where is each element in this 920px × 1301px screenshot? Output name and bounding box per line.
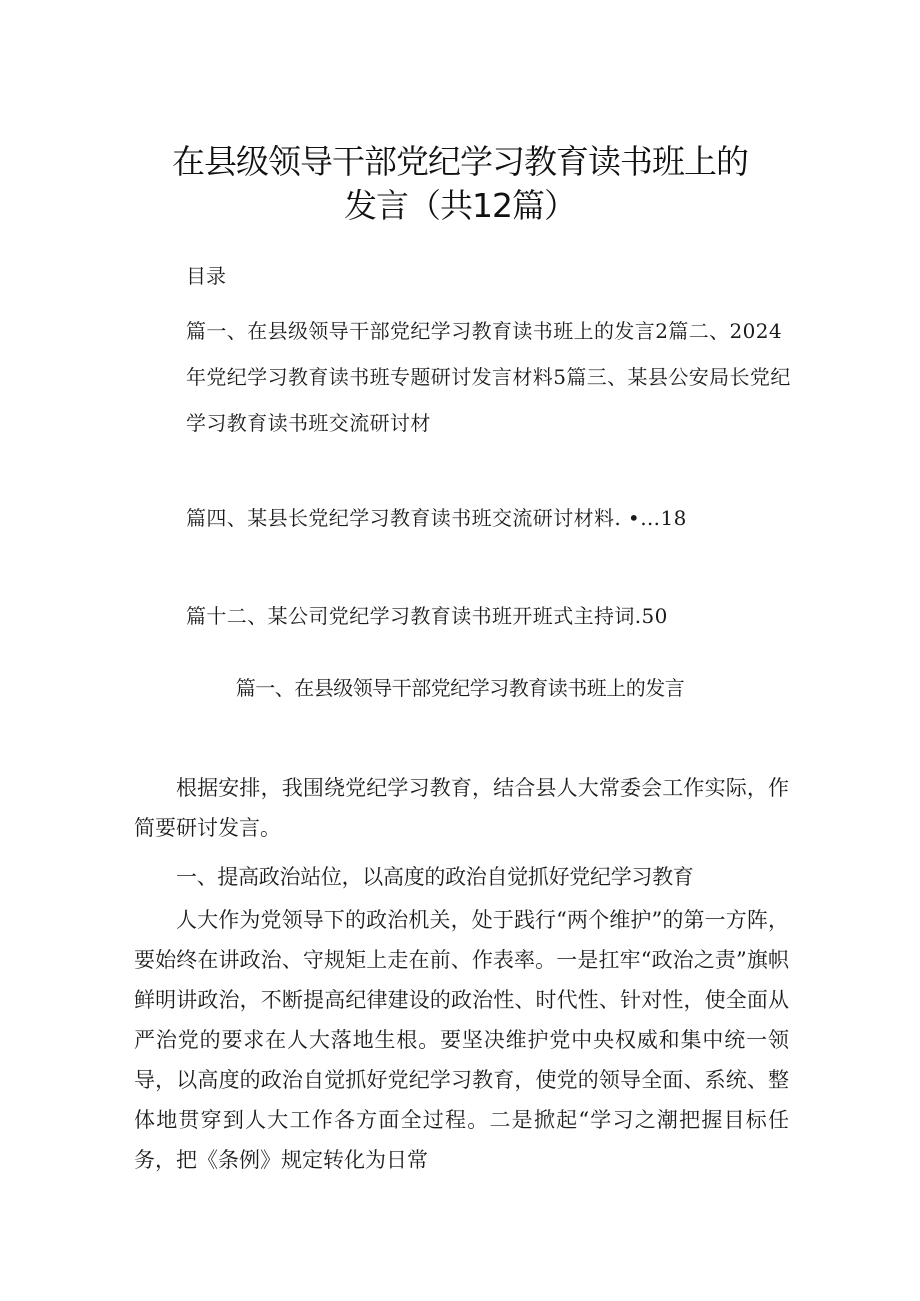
document-title-line-2: 发言（共12篇） [344,186,576,225]
intro-paragraph: 根据安排，我围绕党纪学习教育，结合县人大常委会工作实际，作简要研讨发言。 [134,776,789,840]
document-title [0,140,920,228]
toc-heading: 目录 [186,264,226,288]
document-title-line-1: 在县级领导干部党纪学习教育读书班上的 [172,142,748,181]
toc-entry-4: 篇四、某县长党纪学习教育读书班交流研讨材料. •…18 [186,506,687,530]
body-paragraph-1: 人大作为党领导下的政治机关，处于践行“两个维护”的第一方阵，要始终在讲政治、守规矩上走在前、作表率。一是扛牢“政治之责”旗帜鲜明讲政治，不断提高纪律建设的政治性、时代性、针对性，使全面从严治党的要求在人大落地生根。要坚决维护党中央权威和集中统一领导，以高度的政治自觉抓好党纪学习教育，使党的领导全面、系统、整体地贯穿到人大工作各方面全过程。二是掀起“学习之潮把握目标任务，把《条例》规定转化为日常 [134,908,789,1172]
section-title: 篇一、在县级领导干部党纪学习教育读书班上的发言 [235,676,685,700]
subheading-1: 一、提高政治站位，以高度的政治自觉抓好党纪学习教育 [176,865,694,889]
toc-entries-1-3: 篇一、在县级领导干部党纪学习教育读书班上的发言2篇二、2024年党纪学习教育读书班专题研讨发言材料5篇三、某县公安局长党纪学习教育读书班交流研讨材 [186,319,791,435]
toc-entry-12: 篇十二、某公司党纪学习教育读书班开班式主持词.50 [186,604,668,628]
